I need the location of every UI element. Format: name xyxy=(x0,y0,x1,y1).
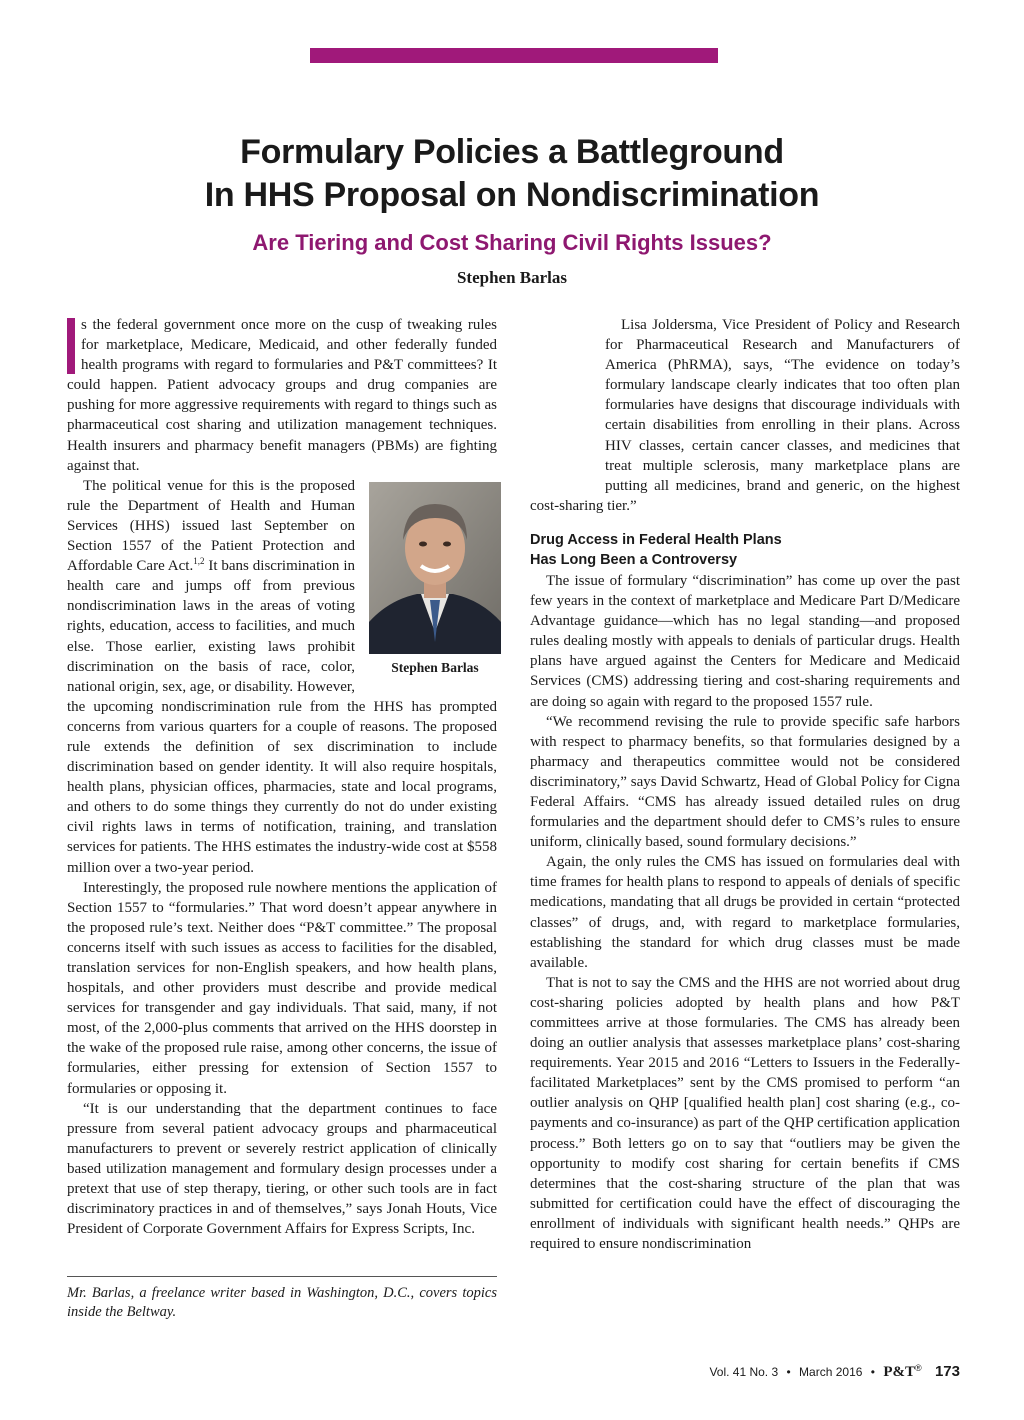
left-paragraph-3: Interestingly, the proposed rule nowhere mentions the application of Section 1557 to “formularies.” That word doesn’t appear anywhere in the proposed rule’s text. Neither does “P&T committee.” The proposal concerns itself with such issues as access to facilities for the disabled, translation services for non-English speakers, and how health plans, hospitals, and other providers must describe and provide medical services for transgender and gay individuals. That said, many, if not most, of the 2,000-plus comments that arrived on the HHS doorstep in the wake of the proposed rule raise, among other concerns, the issue of formularies, either pressing for extension of Section 1557 to formularies or opposing it. xyxy=(67,879,497,1097)
section-heading xyxy=(530,530,960,570)
journal-name: P&T xyxy=(883,1364,915,1380)
footer-separator: • xyxy=(786,1365,791,1379)
author-photo-caption: Stephen Barlas xyxy=(391,659,479,675)
right-paragraph-2: The issue of formulary “discrimination” has come up over the past few years in the context of marketplace and Medicare Part D/Medicare Advantage guidance—which has no legal standing—and proposed rules dealing mostly with appeals to denials of particular drugs. Health plans have argued against the Centers for Medicare and Medicaid Services (CMS) addressing tiering and cost-sharing requirements and are doing so again with regard to the proposed 1557 rule. xyxy=(530,572,960,710)
photo-wrap-spacer xyxy=(530,455,605,495)
author-photo xyxy=(369,482,501,654)
left-paragraph-1-text: s the federal government once more on the cusp of tweaking rules for marketplace, Medicare, Medicaid, and other federally funded health programs with regard to formularies and P&T committees? It could happen. Patient advocacy groups and drug companies are pushing for more aggressive requirements with regard to things such as pharmaceutical cost sharing and utilization management techniques. Health insurers and pharmacy benefit managers (PBMs) are fighting against that. xyxy=(67,317,497,474)
footer-issue: Vol. 41 No. 3 xyxy=(709,1365,779,1379)
article-title-line-2: In HHS Proposal on Nondiscrimination xyxy=(204,176,820,214)
footer-separator-2: • xyxy=(870,1365,875,1379)
author-portrait-image xyxy=(369,482,501,654)
header-accent-bar xyxy=(310,48,718,63)
footer-date: March 2016 xyxy=(799,1365,863,1379)
page-footer xyxy=(709,1363,960,1381)
page-number: 173 xyxy=(934,1363,960,1380)
article-subtitle: Are Tiering and Cost Sharing Civil Rights Issues? xyxy=(252,230,772,255)
drop-cap-bar xyxy=(67,318,75,374)
author-bio-footnote: Mr. Barlas, a freelance writer based in Washington, D.C., covers topics inside the Beltway. xyxy=(67,1285,497,1320)
author-photo-block xyxy=(365,482,505,678)
left-paragraph-2: The political venue for this is the proposed rule the Department of Health and Human Services (HHS) issued last September on Section 1557 of the Patient Protection and Affordable Care Act.$^{1,2}$ It bans discrimination in health care and jumps off from previous nondiscrimination laws in the areas of voting rights, education, access to facilities, and much else. Those earlier, existing laws prohibit discrimination on the basis of race, color, national origin, sex, age, or disability. However, the upcoming nondiscrimination rule from the HHS has prompted concerns from various quarters for a couple of reasons. The proposed rule extends the definition of sex discrimination to include discrimination based on gender identity. It will also require hospitals, health plans, physician offices, pharmacies, state and local programs, and others to do some things they currently do not do under existing civil rights laws in terms of notification, training, and translation services for patients. The HHS estimates the industry-wide cost at $558 million over a two-year period. xyxy=(67,477,497,876)
left-paragraph-4: “It is our understanding that the department continues to face pressure from several patient advocacy groups and pharmaceutical manufacturers to prevent or severely restrict application of clinically based utilization management and formulary design processes under a pretext that use of step therapy, tiering, or other such tools are in fact discriminatory practices in and of themselves,” says Jonah Houts, Vice President of Corporate Government Affairs for Express Scripts, Inc. xyxy=(67,1100,497,1238)
section-heading-line-1: Drug Access in Federal Health Plans xyxy=(530,531,782,548)
left-paragraph-1 xyxy=(67,315,497,476)
footnote-divider xyxy=(67,1276,497,1277)
citation-superscript: 1,2 xyxy=(193,556,205,567)
article-author: Stephen Barlas xyxy=(456,268,568,287)
registered-mark: ® xyxy=(914,1363,922,1373)
article-title-line-1: Formulary Policies a Battleground xyxy=(240,133,784,171)
right-paragraph-5: That is not to say the CMS and the HHS are not worried about drug cost-sharing policies adopted by health plans and how P&T committees arrive at those formularies. The CMS has already been doing an outlier analysis that assesses marketplace plans’ cost-sharing requirements. Year 2015 and 2016 “Letters to Issuers in the Federally-facilitated Marketplaces” sent by the CMS promised to perform “an outlier analysis on QHP [qualified health plan] cost sharing (e.g., co-payments and co-insurance) as part of the QHP certification application process.” Both letters go on to say that “outliers may be given the opportunity to modify cost sharing for certain benefits if CMS determines that the cost-sharing structure of the plan that was submitted for certification could have the effect of discouraging the enrollment of individuals with significant health needs.” QHPs are required to ensure nondiscrimination xyxy=(530,974,960,1253)
left-column xyxy=(67,315,497,1239)
right-paragraph-3: “We recommend revising the rule to provide specific safe harbors with respect to pharmacy benefits, so that formularies designed by a pharmacy and therapeutics committee would not be considered discriminatory,” says David Schwartz, Head of Global Policy for Cigna Federal Affairs. “CMS has already issued detailed rules on drug formularies and the department should defer to CMS’s rules to ensure uniform, clinically based, sound formulary decisions.” xyxy=(530,713,960,851)
right-paragraph-1: Lisa Joldersma, Vice President of Policy and Research for Pharmaceutical Research and Manufacturers of America (PhRMA), says, “The evidence on today’s formulary landscape clearly indicates that too often plan formularies have designs that discourage individuals with certain disabilities from enrolling in their plans. Across HIV classes, certain cancer classes, and medicines that treat multiple sclerosis, many marketplace plans are putting all medicines, brand and generic, on the highest cost-sharing tier.” xyxy=(530,317,960,514)
section-heading-line-2: Has Long Been a Controversy xyxy=(530,551,738,568)
right-paragraph-4: Again, the only rules the CMS has issued on formularies deal with time frames for health plans to respond to appeals of denials of specific medications, mandating that all drugs be provided in certain “protected classes” of drugs, and, with regard to marketplace formularies, establishing the standard for which drug classes must be made available. xyxy=(530,854,960,971)
right-column xyxy=(530,315,960,1254)
